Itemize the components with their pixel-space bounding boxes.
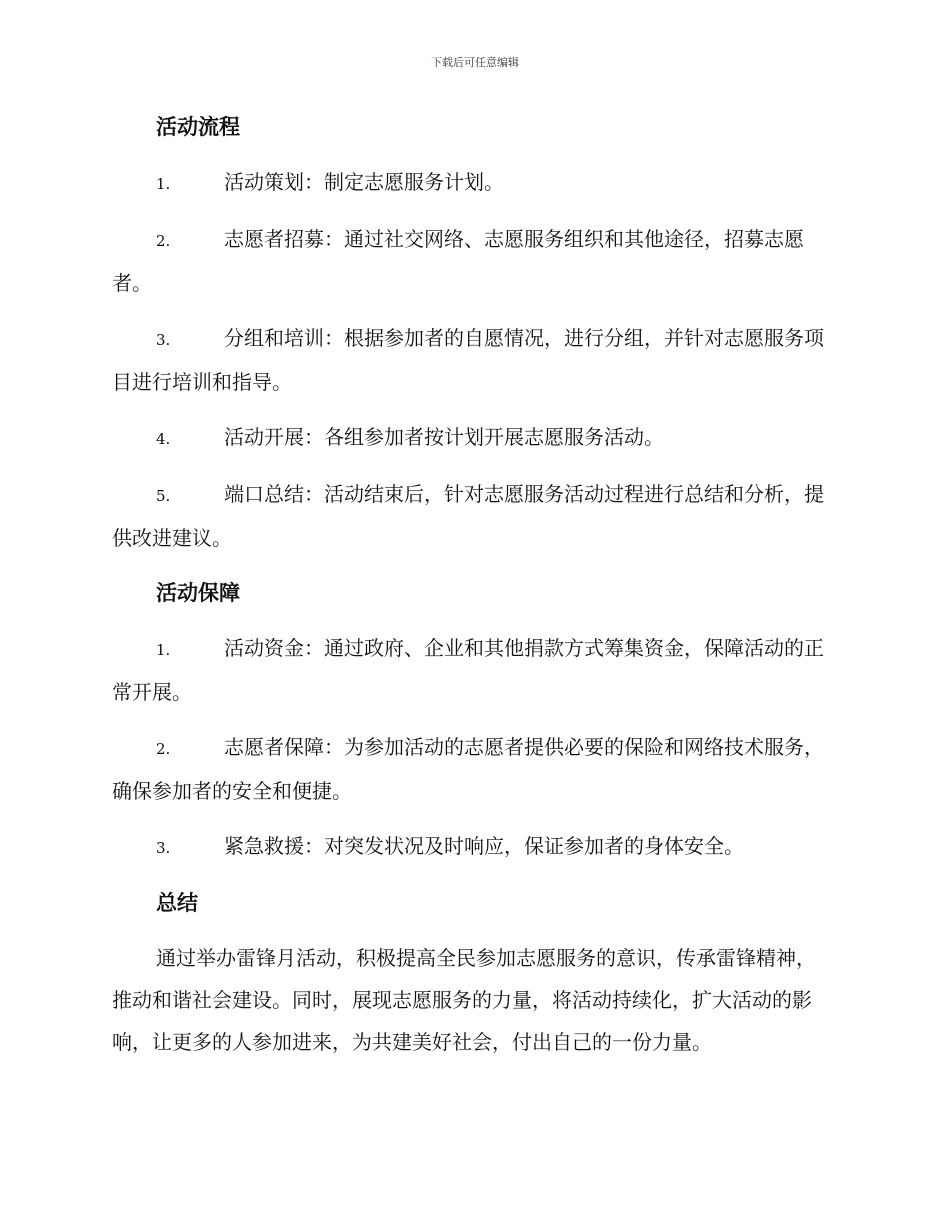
- list-item: [112, 416, 834, 460]
- list-item-text: 志愿者保障：为参加活动的志愿者提供必要的保险和网络技术服务，确保参加者的安全和便捷。: [112, 735, 824, 803]
- document-body: [112, 106, 834, 1063]
- header-note: 下载后可任意编辑: [431, 56, 519, 69]
- section-heading-process: 活动流程: [156, 115, 240, 139]
- list-item-number: 3.: [156, 839, 171, 857]
- list-item-number: 1.: [156, 175, 171, 193]
- list-item-text: 分组和培训：根据参加者的自愿情况，进行分组，并针对志愿服务项目进行培训和指导。: [112, 326, 824, 394]
- list-item-number: 3.: [156, 331, 171, 349]
- list-item: [112, 726, 834, 812]
- list-item: [112, 161, 834, 205]
- list-item-number: 2.: [156, 232, 171, 250]
- list-item-text: 紧急救援：对突发状况及时响应，保证参加者的身体安全。: [224, 834, 744, 858]
- list-item-text: 志愿者招募：通过社交网络、志愿服务组织和其他途径，招募志愿者。: [112, 227, 804, 295]
- list-item-text: 活动资金：通过政府、企业和其他捐款方式筹集资金，保障活动的正常开展。: [112, 636, 824, 704]
- list-item: [112, 473, 834, 559]
- list-item-text: 端口总结：活动结束后，针对志愿服务活动过程进行总结和分析，提供改进建议。: [112, 482, 824, 550]
- list-item: [112, 627, 834, 713]
- section-heading-guarantee: 活动保障: [156, 581, 240, 605]
- list-item-number: 4.: [156, 430, 171, 448]
- list-item-number: 1.: [156, 641, 171, 659]
- list-item-text: 活动策划：制定志愿服务计划。: [224, 170, 504, 194]
- list-item: [112, 825, 834, 869]
- summary-paragraph: 通过举办雷锋月活动，积极提高全民参加志愿服务的意识，传承雷锋精神，推动和谐社会建设。同时，展现志愿服务的力量，将活动持续化，扩大活动的影响，让更多的人参加进来，为共建美好社会，付出自己的一份力量。: [112, 946, 816, 1054]
- section-heading-summary: 总结: [156, 891, 198, 915]
- list-item-text: 活动开展：各组参加者按计划开展志愿服务活动。: [224, 425, 664, 449]
- list-item: [112, 218, 834, 304]
- list-item-number: 2.: [156, 740, 171, 758]
- list-item-number: 5.: [156, 487, 171, 505]
- list-item: [112, 317, 834, 403]
